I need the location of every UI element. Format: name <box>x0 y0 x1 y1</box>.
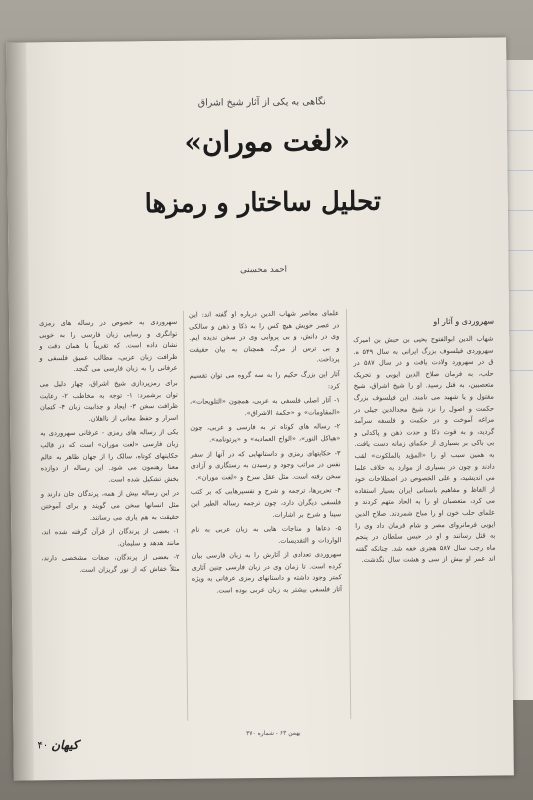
magazine-logo: کیهان <box>51 737 79 753</box>
article-subtitle: تحلیل ساختار و رمزها <box>144 186 382 220</box>
paragraph: ۲- بعضی از پرندگان، صفات مشخصی دارند، مثلاً خفاش که از نور گریزان است. <box>41 553 180 574</box>
paragraph: ۴- تحریرها، ترجمه و شرح و تفسیرهایی که بر کتب فلسفی دیگران دارد، چون ترجمه رساله الطیر ابن سینا و شرح بر اشارات. <box>190 486 342 519</box>
text-column-right <box>353 334 497 725</box>
paragraph: آثار این بزرگ حکیم را به سه گروه می توان تقسیم کرد: <box>189 370 340 390</box>
article-title: «لغت موران» <box>184 124 351 159</box>
text-column-left <box>39 317 181 718</box>
issue-folio: بهمن ۶۳ - شماره ۳۷۰ <box>246 729 301 738</box>
text-column-middle <box>189 308 343 720</box>
section-heading: سهروردی و آثار او <box>433 316 495 327</box>
paragraph: ۱- بعضی از پرندگان از قرآن گرفته شده اند، مانند هدهد و سلیمان. <box>41 526 180 548</box>
paragraph: یکی از رساله های رمزی - عرفانی سهروردی به زبان فارسی «لغت موران» است که در قالب حکایتهای کوتاه، سالک را از جهان ظاهر به عالم معنا رهنمون می شود. این رساله از دوازده بخش تشکیل شده است. <box>40 428 179 484</box>
page-number: ۴۰ <box>37 739 49 751</box>
column-divider <box>183 311 188 721</box>
paragraph: در این رساله بیش از همه، پرندگان جان دارند و مثل انسانها سخن می گویند و برای آموختن حقیقت به هم یاری می رسانند. <box>40 489 180 522</box>
column-divider <box>346 309 351 719</box>
paragraph: ۱- آثار اصلی فلسفی به عربی، همچون «التلویحات»، «المقاومات» و «حکمة الاشراق». <box>189 396 341 417</box>
paragraph: ۵- دعاها و مناجات هایی به زبان عربی به نام الواردات و التقدیسات. <box>191 524 342 545</box>
paragraph: علمای معاصر شهاب الدین درباره او گفته اند: این در عصر خویش هیچ کس را به ذکا و ذهن و سالکی وی در دانش، و بی پروایی وی در سخن ندیده ایم. و بی ترس از مرگ، همچنان به بیان حقیقت پرداخت. <box>188 309 340 364</box>
magazine-page <box>6 37 514 780</box>
paragraph: سهروردی تعدادی از آثارش را به زبان فارسی بیان کرده است. تا زمان وی در زبان فارسی چنین آثاری کمتر وجود داشته و داستانهای رمزی عرفانی به ویژه آثار فلسفی بیشتر به زبان عربی بوده است. <box>191 550 342 595</box>
paragraph: برای رمزپردازی شیخ اشراق، چهار دلیل می توان برشمرد: ۱- توجه به مخاطب ۲- رعایت ظرافت سخن ۳- ایجاد و جذابیت زبان ۴- کتمان اسرار و حفظ معانی از نااهلان. <box>39 378 179 423</box>
paragraph: شهاب الدین ابوالفتوح یحیی بن حبش بن امیرک سهروردی فیلسوف بزرگ ایرانی به سال ۵۴۹ ه. ق در سهرورد ولادت یافت و در سال ۵۸۷ در حلب، به فرمان صلاح الدین ایوبی و تحریک متعصبین، به قتل رسید. او را شیخ اشراق، شیخ مقتول و یا شهید می نامند. این فیلسوف بزرگ حکمت و اصول را نزد شیخ مجدالدین جیلی در مراغه آموخت و در حکمت و فلسفه سرآمد گردید، و به قوت ذکا و حدت ذهن و پاکدلی و بی باکی بر بسیاری از حکمای زمانه دست یافت. به همین سبب او را «المؤید بالملکوت» لقب دادند و چون در بسیاری از موارد به خلاف علما می اندیشید، و علی الخصوص در اصطلاحات خود از الفاظ و مفاهیم باستانی ایران بسیار استفاده می کرد، متعصبان او را به الحاد متهم کردند و علمای حلب خون او را مباح شمردند. صلاح الدین ایوبی فرمانروای مصر و شام فرمان داد وی را به قتل رسانند و او در حبس سلطان در پنجم ماه رجب سال ۵۸۷ هجری خفه شد. چنانکه گفته اند عمر او بیش از سی و هشت سال نگذشت. <box>353 334 496 565</box>
paragraph: ۲- رساله های کوتاه تر به فارسی و عربی، چون «هیاکل النور»، «الواح العمادیه» و «پرتونامه». <box>190 422 341 444</box>
paragraph: ۳- حکایتهای رمزی و داستانهایی که در آنها از سفر نفس در مراتب وجود و رسیدن به رستگاری و آزادی سخن رفته است. مثل عقل سرخ و «لغت موران». <box>190 448 341 482</box>
article-author: احمد محسنی <box>240 264 288 276</box>
page-footer <box>37 738 78 752</box>
article-kicker: نگاهی به یکی از آثار شیخ اشراق <box>197 96 326 109</box>
paragraph: سهروردی به خصوص در رساله های رمزی توانگری و رسایی زبان فارسی را به خوبی نشان داده است. که تقریباً با همان دقت و ظرافت زبان عربی، مطالب عمیق فلسفی و عرفانی را به زبان فارسی می گنجد. <box>39 317 178 374</box>
